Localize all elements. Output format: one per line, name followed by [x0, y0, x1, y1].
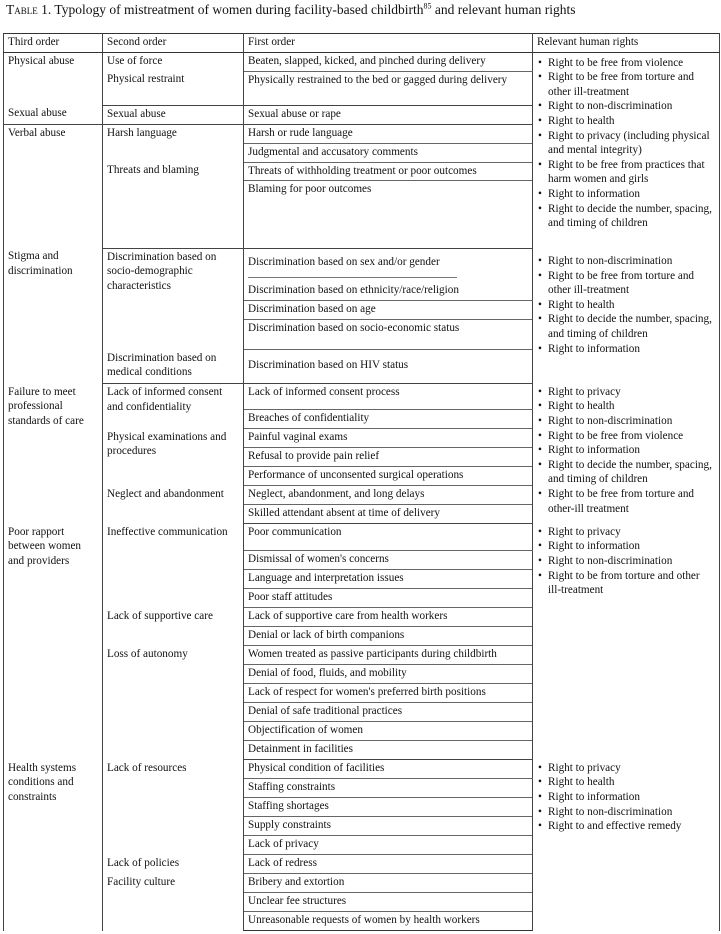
second-order-cell: Lack of informed consent and confidentiality	[103, 384, 244, 429]
first-order-cell: Painful vaginal exams	[244, 429, 533, 448]
right-item: • Right to health	[537, 399, 715, 414]
typology-table	[3, 33, 720, 931]
first-order-cell: Unreasonable requests of women by health workers	[244, 912, 533, 931]
right-item: • Right to be from torture and other ill-treatment	[537, 569, 715, 598]
table-label: Table 1.	[6, 2, 52, 17]
caption-text: Typology of mistreatment of women during facility-based childbirth	[54, 2, 424, 17]
first-order-cell: Staffing constraints	[244, 779, 533, 798]
table-row	[4, 384, 720, 410]
right-item: • Right to decide the number, spacing, and timing of children	[537, 458, 715, 487]
first-order-text: Discrimination based on sex and/or gender	[248, 255, 457, 279]
table-caption	[6, 2, 575, 18]
right-item: • Right to information	[537, 790, 715, 805]
second-order-cell: Use of force	[103, 52, 244, 71]
second-order-cell: Discrimination based on socio-demographic characteristics	[103, 248, 244, 350]
first-order-cell: Lack of redress	[244, 855, 533, 874]
second-order-cell: Sexual abuse	[103, 105, 244, 124]
right-item: • Right to privacy	[537, 385, 715, 400]
right-item: • Right to be free from violence	[537, 429, 715, 444]
third-order-cell: Poor rapport between women and providers	[4, 524, 103, 760]
first-order-cell: Beaten, slapped, kicked, and pinched during delivery	[244, 52, 533, 71]
first-order-cell: Objectification of women	[244, 722, 533, 741]
rights-cell	[533, 524, 720, 760]
second-order-cell: Physical restraint	[103, 71, 244, 105]
second-order-cell: Lack of resources	[103, 760, 244, 855]
header-human-rights: Relevant human rights	[533, 34, 720, 53]
right-item: • Right to decide the number, spacing, and timing of children	[537, 202, 715, 231]
table-row	[4, 248, 720, 300]
rights-list	[537, 525, 715, 598]
first-order-cell: Unclear fee structures	[244, 893, 533, 912]
right-item: • Right to health	[537, 114, 715, 129]
second-order-text: Threats and blaming	[107, 164, 199, 177]
second-order-cell: Loss of autonomy	[103, 646, 244, 760]
rights-cell	[533, 248, 720, 384]
first-order-cell: Poor communication	[244, 524, 533, 551]
right-item: • Right to be free from violence	[537, 56, 715, 71]
right-item: • Right to non-discrimination	[537, 99, 715, 114]
second-order-cell: Facility culture	[103, 874, 244, 931]
rights-list	[537, 56, 715, 231]
rights-list	[537, 385, 715, 516]
right-item: • Right to information	[537, 342, 715, 357]
table-header-row	[4, 34, 720, 53]
second-order-cell	[103, 162, 244, 248]
first-order-cell: Dismissal of women's concerns	[244, 551, 533, 570]
first-order-cell	[244, 248, 533, 300]
second-order-cell: Physical examinations and procedures	[103, 429, 244, 486]
right-item: • Right to privacy	[537, 761, 715, 776]
caption-reference: 85	[423, 1, 432, 11]
second-order-cell: Harsh language	[103, 124, 244, 162]
header-first-order: First order	[244, 34, 533, 53]
first-order-cell: Denial of safe traditional practices	[244, 703, 533, 722]
right-item: • Right to non-discrimination	[537, 414, 715, 429]
table-row	[4, 524, 720, 551]
header-third-order: Third order	[4, 34, 103, 53]
third-order-cell: Verbal abuse	[4, 124, 103, 248]
first-order-cell: Discrimination based on HIV status	[244, 350, 533, 384]
first-order-cell: Judgmental and accusatory comments	[244, 143, 533, 162]
first-order-text: Blaming for poor outcomes	[248, 183, 372, 196]
third-order-cell: Health systems conditions and constraints	[4, 760, 103, 931]
first-order-cell: Language and interpretation issues	[244, 570, 533, 589]
first-order-cell: Women treated as passive participants during childbirth	[244, 646, 533, 665]
right-item: • Right to be free from practices that harm women and girls	[537, 158, 715, 187]
right-item: • Right to non-discrimination	[537, 805, 715, 820]
first-order-cell: Lack of supportive care from health workers	[244, 608, 533, 627]
second-order-cell: Lack of policies	[103, 855, 244, 874]
rights-list	[537, 254, 715, 356]
third-order-cell: Failure to meet professional standards of care	[4, 384, 103, 524]
first-order-cell: Discrimination based on age	[244, 300, 533, 319]
first-order-cell: Bribery and extortion	[244, 874, 533, 893]
first-order-cell: Physically restrained to the bed or gagged during delivery	[244, 71, 533, 105]
first-order-cell: Denial of food, fluids, and mobility	[244, 665, 533, 684]
first-order-cell: Harsh or rude language	[244, 124, 533, 143]
first-order-cell	[244, 162, 533, 248]
first-order-cell: Skilled attendant absent at time of delivery	[244, 505, 533, 524]
first-order-text: Discrimination based on ethnicity/race/religion	[248, 284, 459, 297]
third-order-cell: Stigma and discrimination	[4, 248, 103, 384]
table-row	[4, 52, 720, 71]
right-item: • Right to non-discrimination	[537, 254, 715, 269]
first-order-cell: Sexual abuse or rape	[244, 105, 533, 124]
rights-list	[537, 761, 715, 834]
first-order-cell: Performance of unconsented surgical operations	[244, 467, 533, 486]
rights-cell	[533, 384, 720, 524]
right-item: • Right to information	[537, 539, 715, 554]
right-item: • Right to information	[537, 443, 715, 458]
header-second-order: Second order	[103, 34, 244, 53]
first-order-cell: Lack of informed consent process	[244, 384, 533, 410]
second-order-cell: Ineffective communication	[103, 524, 244, 608]
first-order-cell: Discrimination based on socio-economic status	[244, 319, 533, 349]
first-order-cell: Staffing shortages	[244, 798, 533, 817]
first-order-text: Threats of withholding treatment or poor outcomes	[244, 163, 532, 182]
first-order-cell: Supply constraints	[244, 817, 533, 836]
first-order-cell: Physical condition of facilities	[244, 760, 533, 779]
right-item: • Right to be free from torture and other ill-treatment	[537, 269, 715, 298]
table-row	[4, 760, 720, 779]
caption-text-end: and relevant human rights	[431, 2, 576, 17]
first-order-cell: Lack of privacy	[244, 836, 533, 855]
right-item: • Right to health	[537, 775, 715, 790]
right-item: • Right to health	[537, 298, 715, 313]
right-item: • Right to privacy (including physical and mental integrity)	[537, 129, 715, 158]
right-item: • Right to be free from torture and other-ill treatment	[537, 487, 715, 516]
second-order-cell: Lack of supportive care	[103, 608, 244, 646]
third-order-cell: Sexual abuse	[4, 105, 103, 124]
first-order-cell: Neglect, abandonment, and long delays	[244, 486, 533, 505]
first-order-cell: Breaches of confidentiality	[244, 410, 533, 429]
right-item: • Right to decide the number, spacing, and timing of children	[537, 312, 715, 341]
first-order-cell: Detainment in facilities	[244, 741, 533, 760]
first-order-cell: Refusal to provide pain relief	[244, 448, 533, 467]
right-item: • Right to non-discrimination	[537, 554, 715, 569]
right-item: • Right to and effective remedy	[537, 819, 715, 834]
first-order-cell: Poor staff attitudes	[244, 589, 533, 608]
first-order-cell: Denial or lack of birth companions	[244, 627, 533, 646]
rights-cell	[533, 52, 720, 248]
first-order-cell: Lack of respect for women's preferred birth positions	[244, 684, 533, 703]
right-item: • Right to be free from torture and other ill-treatment	[537, 70, 715, 99]
third-order-cell: Physical abuse	[4, 52, 103, 105]
second-order-cell: Discrimination based on medical conditions	[103, 350, 244, 384]
right-item: • Right to privacy	[537, 525, 715, 540]
second-order-cell: Neglect and abandonment	[103, 486, 244, 524]
right-item: • Right to information	[537, 187, 715, 202]
rights-cell	[533, 760, 720, 931]
